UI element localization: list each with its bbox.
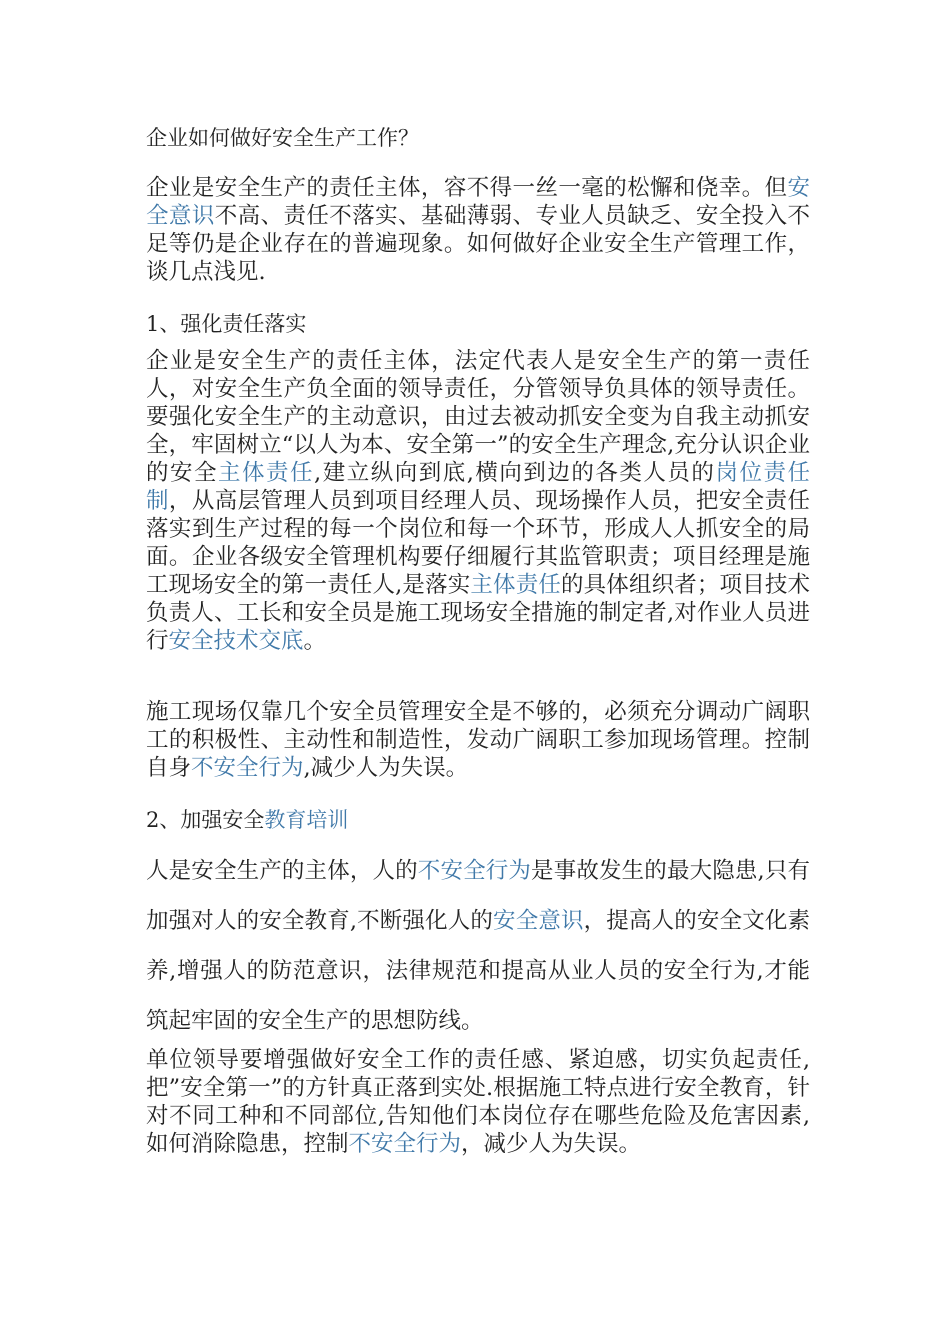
text-run: 企业是安全生产的责任主体，容不得一丝一毫的松懈和侥幸。但 xyxy=(146,175,788,201)
keyword-link[interactable]: 不安全行为 xyxy=(417,858,532,884)
text-run: 施工现场仅靠几个安全员管理安全是不够的，必须充分调动广阔职工的积极性、主动性和制造性，发动广阔职工参加现场管理。控制自身 xyxy=(146,699,810,781)
keyword-link[interactable]: 不安全行为 xyxy=(191,755,304,781)
keyword-link[interactable]: 不安全行为 xyxy=(348,1131,462,1157)
keyword-link[interactable]: 安全意识 xyxy=(146,175,810,229)
text-run: ，减少人为失误。 xyxy=(461,1131,642,1157)
text-run: 不高、责任不落实、基础薄弱、专业人员缺乏、安全投入不足等仍是企业存在的普遍现象。如何做好企业安全生产管理工作，谈几点浅见. xyxy=(146,203,810,285)
keyword-link[interactable]: 主体责任 xyxy=(218,460,315,486)
section-2-heading xyxy=(146,806,348,834)
text-run: 。 xyxy=(303,628,327,654)
section-1-paragraph-1 xyxy=(146,347,810,655)
text-run: ,建立纵向到底,横向到边的各类人员的 xyxy=(314,460,716,486)
text-run: 企业是安全生产的责任主体，法定代表人是安全生产的第一责任人，对安全生产负全面的领导责任，分管领导负具体的领导责任。要强化安全生产的主动意识，由过去被动抓安全变为自我主动抓安全，牢固树立“以人为本、安全第一”的安全生产理念,充分认识企业的安全 xyxy=(146,348,810,486)
text-run: ，从高层管理人员到项目经理人员、现场操作人员，把安全责任落实到生产过程的每一个岗位和每一个环节，形成人人抓安全的局面。企业各级安全管理机构要仔细履行其监管职责；项目经理是施工现场安全的第一责任人,是落实 xyxy=(146,488,810,598)
section-2-paragraph-2 xyxy=(146,1046,810,1158)
intro-paragraph xyxy=(146,174,810,286)
keyword-link[interactable]: 岗位责任制 xyxy=(146,460,810,514)
section-1-heading: 1、强化责任落实 xyxy=(146,312,307,336)
keyword-link[interactable]: 主体责任 xyxy=(470,572,561,598)
text-run: 的具体组织者；项目技术负责人、工长和安全员是施工现场安全措施的制定者,对作业人员进行 xyxy=(146,572,810,654)
keyword-link[interactable]: 安全技术交底 xyxy=(168,628,304,654)
keyword-link[interactable]: 安全意识 xyxy=(493,908,584,934)
link-education-training[interactable]: 教育培训 xyxy=(264,808,349,832)
section-1-paragraph-2 xyxy=(146,698,810,782)
text-run: 单位领导要增强做好安全工作的责任感、紧迫感，切实负起责任,把”安全第一”的方针真正落到实处.根据施工特点进行安全教育，针对不同工种和不同部位,告知他们本岗位存在哪些危险及危害因素,如何消除隐患，控制 xyxy=(146,1047,810,1157)
text-run: 是事故发生的最大隐患,只有加强对人的安全教育,不断强化人的 xyxy=(146,858,810,934)
document-title: 企业如何做好安全生产工作？ xyxy=(146,126,419,150)
text-run: 人是安全生产的主体，人的 xyxy=(146,858,418,884)
text-run: ，提高人的安全文化素养,增强人的防范意识，法律规范和提高从业人员的安全行为,才能筑起牢固的安全生产的思想防线。 xyxy=(146,908,810,1034)
section-2-paragraph-1 xyxy=(146,846,810,1046)
text-run: ,减少人为失误。 xyxy=(303,755,469,781)
section-2-heading-text: 2、加强安全 xyxy=(146,808,265,832)
